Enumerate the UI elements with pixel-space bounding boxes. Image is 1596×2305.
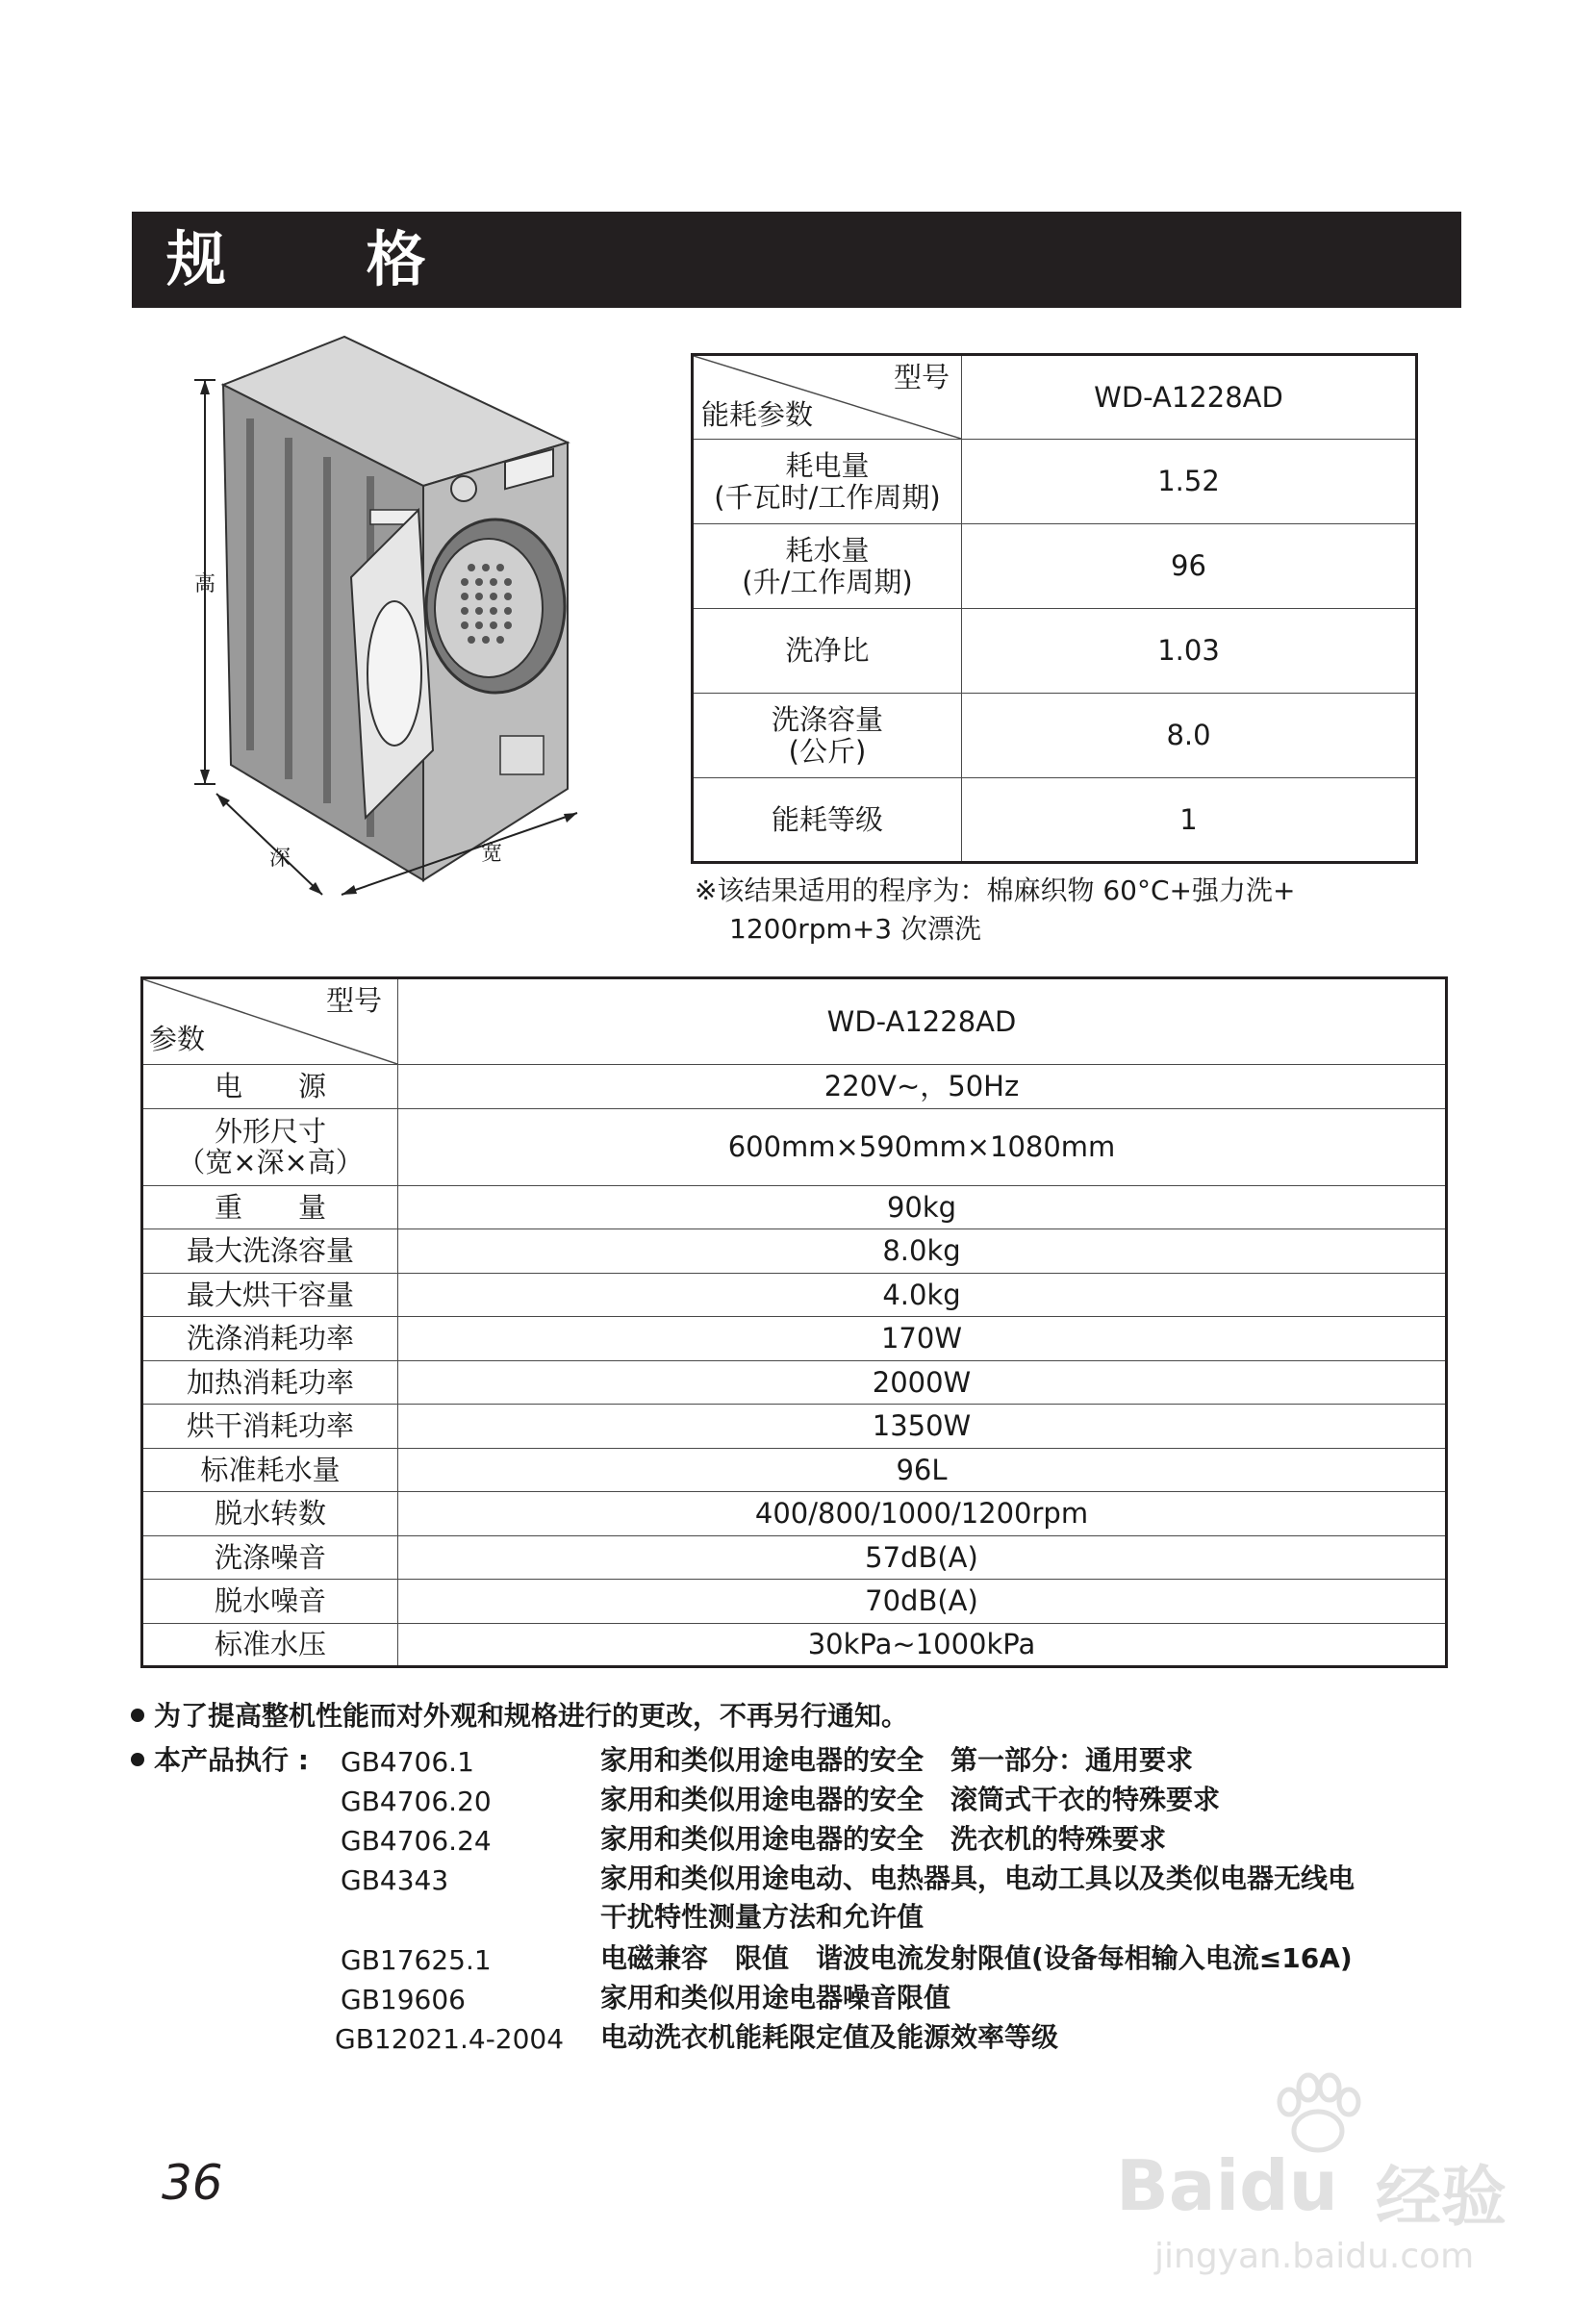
standard-code: GB4706.24	[341, 1825, 492, 1857]
standard-code: GB17625.1	[341, 1944, 492, 1976]
page-number: 36	[162, 2155, 223, 2211]
row-label: 脱水转数	[142, 1492, 398, 1536]
row-value: 90kg	[398, 1185, 1447, 1229]
row-value: 8.0	[962, 694, 1417, 778]
row-label: 标准水压	[142, 1623, 398, 1667]
table-header-row	[693, 355, 1417, 440]
bullet-icon	[131, 1709, 144, 1722]
row-value: 600mm×590mm×1080mm	[398, 1108, 1447, 1185]
specification-table	[140, 976, 1448, 1668]
row-value: 170W	[398, 1317, 1447, 1361]
row-value: 1.03	[962, 609, 1417, 694]
diagonal-header-cell	[142, 978, 398, 1065]
baidu-jingyan-watermark	[1116, 2068, 1530, 2280]
row-value: 1350W	[398, 1405, 1447, 1449]
width-label: 宽	[481, 842, 503, 866]
row-label: 加热消耗功率	[142, 1360, 398, 1405]
standard-desc: 电动洗衣机能耗限定值及能源效率等级	[600, 2021, 1059, 2053]
table-row	[693, 778, 1417, 863]
row-label: 外形尺寸 （宽×深×高）	[142, 1108, 398, 1185]
table-row	[142, 1229, 1447, 1274]
table-row	[142, 1623, 1447, 1667]
row-label: 重 量	[142, 1185, 398, 1229]
row-label: 标准耗水量	[142, 1448, 398, 1492]
model-cell: WD-A1228AD	[398, 978, 1447, 1065]
table-row	[142, 1405, 1447, 1449]
table-row	[693, 524, 1417, 609]
table-header-row	[142, 978, 1447, 1065]
row-value: 1	[962, 778, 1417, 863]
row-value: 400/800/1000/1200rpm	[398, 1492, 1447, 1536]
watermark-url: jingyan.baidu.com	[1154, 2237, 1475, 2276]
row-label: 电 源	[142, 1065, 398, 1109]
header-model-label: 型号	[326, 984, 383, 1017]
standard-desc: 家用和类似用途电器的安全 滚筒式干衣的特殊要求	[600, 1784, 1221, 1815]
depth-label: 深	[269, 847, 291, 871]
energy-footnote: ※该结果适用的程序为：棉麻织物 60°C+强力洗+ 1200rpm+3 次漂洗	[695, 874, 1296, 945]
table-row	[693, 694, 1417, 778]
row-value: 1.52	[962, 440, 1417, 524]
standard-code: GB4706.1	[341, 1746, 474, 1778]
table-row	[142, 1317, 1447, 1361]
header-param-label: 参数	[149, 1023, 206, 1055]
header-param-label: 能耗参数	[701, 398, 814, 431]
standard-code: GB19606	[341, 1984, 466, 2015]
table-row	[142, 1108, 1447, 1185]
row-label: 耗电量 (千瓦时/工作周期)	[693, 440, 962, 524]
standard-code: GB4706.20	[341, 1786, 492, 1817]
table-row	[142, 1065, 1447, 1109]
washing-machine-drawing	[183, 327, 606, 904]
row-value: 4.0kg	[398, 1273, 1447, 1317]
row-label: 洗涤噪音	[142, 1535, 398, 1580]
standard-desc: 家用和类似用途电器的安全 洗衣机的特殊要求	[600, 1823, 1167, 1855]
row-value: 8.0kg	[398, 1229, 1447, 1274]
row-label: 洗涤消耗功率	[142, 1317, 398, 1361]
washing-machine-illustration	[183, 327, 606, 904]
table-row	[693, 440, 1417, 524]
table-row	[693, 609, 1417, 694]
standard-desc: 家用和类似用途电器噪音限值	[600, 1982, 951, 2014]
row-value: 96L	[398, 1448, 1447, 1492]
table-row	[142, 1492, 1447, 1536]
row-label: 能耗等级	[693, 778, 962, 863]
standard-desc: 电磁兼容 限值 谐波电流发射限值(设备每相输入电流≤16A)	[600, 1942, 1353, 1974]
standards-list: 本产品执行 : GB4706.1 家用和类似用途电器的安全 第一部分：通用要求 GB4706.20 家用和类似用途电器的安全 滚筒式干衣的特殊要求 GB4706.24 家用和类似用途电器的安全 洗衣机的特殊要求 GB4343 家用和类似用途电动、电热器具，电动工具以及类似电器无线电 干扰特性测量方法和允许值 GB17625.1 电磁兼容 限值 谐波电流发射限值(设备每相输入电流≤16A) GB19606 家用和类似用途电器噪音限值 GB12021.4-2004 电动洗衣机能耗限定值及能源效率等级	[131, 1741, 1478, 2068]
row-value: 57dB(A)	[398, 1535, 1447, 1580]
table-row	[142, 1273, 1447, 1317]
row-label: 最大洗涤容量	[142, 1229, 398, 1274]
standard-desc: 家用和类似用途电动、电热器具，电动工具以及类似电器无线电 干扰特性测量方法和允许值	[600, 1862, 1355, 1933]
model-cell: WD-A1228AD	[962, 355, 1417, 440]
row-value: 30kPa~1000kPa	[398, 1623, 1447, 1667]
standard-code: GB12021.4-2004	[335, 2023, 565, 2055]
table-row	[142, 1185, 1447, 1229]
standard-desc: 家用和类似用途电器的安全 第一部分：通用要求	[600, 1744, 1194, 1776]
change-notice: 为了提高整机性能而对外观和规格进行的更改，不再另行通知。	[131, 1697, 908, 1735]
row-label: 最大烘干容量	[142, 1273, 398, 1317]
energy-consumption-table	[691, 353, 1418, 864]
row-label: 耗水量 (升/工作周期)	[693, 524, 962, 609]
bullet-icon	[131, 1753, 144, 1766]
row-label: 洗净比	[693, 609, 962, 694]
table-row	[142, 1580, 1447, 1624]
row-label: 洗涤容量 (公斤)	[693, 694, 962, 778]
table-row	[142, 1535, 1447, 1580]
row-label: 烘干消耗功率	[142, 1405, 398, 1449]
watermark-cn: 经验	[1376, 2160, 1507, 2236]
row-label: 脱水噪音	[142, 1580, 398, 1624]
header-model-label: 型号	[893, 361, 950, 393]
row-value: 220V~，50Hz	[398, 1065, 1447, 1109]
diagonal-header-cell	[693, 355, 962, 440]
table-row	[142, 1448, 1447, 1492]
section-title: 规 格	[132, 212, 1461, 308]
height-label: 高	[194, 572, 216, 596]
row-value: 70dB(A)	[398, 1580, 1447, 1624]
row-value: 2000W	[398, 1360, 1447, 1405]
table-row	[142, 1360, 1447, 1405]
row-value: 96	[962, 524, 1417, 609]
watermark-brand: Baidu	[1116, 2145, 1338, 2226]
standard-code: GB4343	[341, 1864, 449, 1896]
